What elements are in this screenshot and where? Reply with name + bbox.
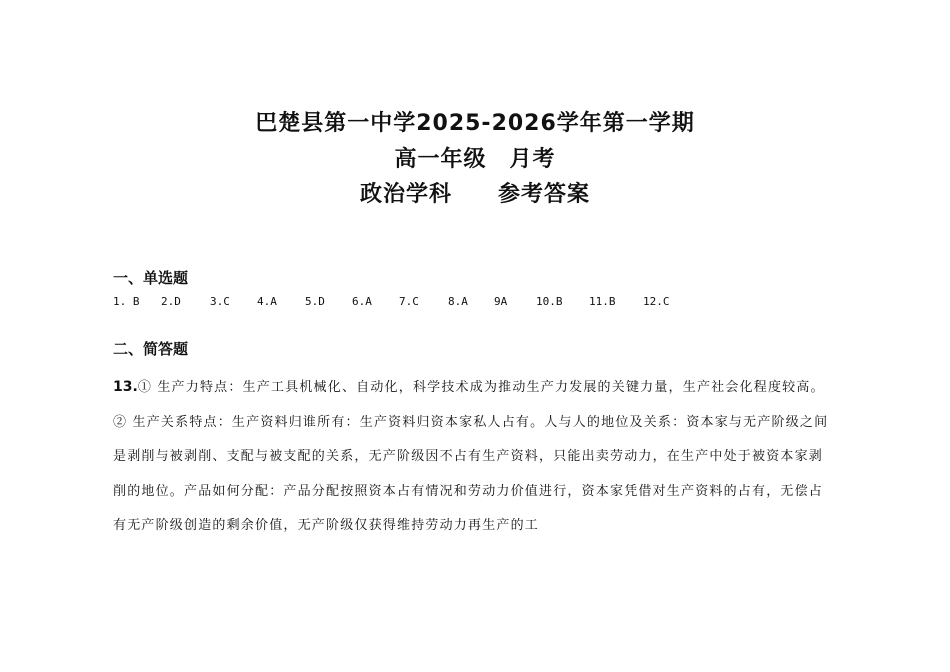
q13-paragraph-relations: ② 生产关系特点：生产资料归谁所有：生产资料归资本家私人占有。人与人的地位及关系：资本家与无产阶级之间是剥削与被剥削、支配与被支配的关系，无产阶级因不占有生产资料，只能出卖劳动力，在生产中处于被资本家剥削的地位。产品如何分配：产品分配按照资本占有情况和劳动力价值进行，资本家凭借对生产资料的占有，无偿占有无产阶级创造的剩余价值，无产阶级仅获得维持劳动力再生产的工 bbox=[113, 414, 829, 533]
section-heading-short-answer: 二、简答题 bbox=[113, 340, 189, 358]
answer-item: 9A bbox=[494, 295, 508, 308]
answer-item: 1. B bbox=[113, 295, 140, 308]
q13-para1-text: ① 生产力特点：生产工具机械化、自动化，科学技术成为推动生产力发展的关键力量，生产社会化程度较高。 bbox=[137, 380, 825, 395]
answer-item: 3.C bbox=[210, 295, 230, 308]
answer-item: 2.D bbox=[161, 295, 181, 308]
section-heading-single-choice: 一、单选题 bbox=[113, 269, 189, 287]
answer-item: 4.A bbox=[257, 295, 277, 308]
document-subtitle-subject: 政治学科 参考答案 bbox=[359, 182, 590, 207]
q13-paragraph-productivity bbox=[113, 370, 837, 406]
answer-item: 6.A bbox=[352, 295, 372, 308]
answer-item: 7.C bbox=[399, 295, 419, 308]
document-subtitle-grade: 高一年级 月考 bbox=[394, 147, 556, 172]
document-title: 巴楚县第一中学2025-2026学年第一学期 bbox=[255, 111, 695, 136]
answer-item: 5.D bbox=[305, 295, 325, 308]
question-number: 13. bbox=[113, 379, 138, 395]
question-13-answer bbox=[113, 370, 837, 544]
answer-item: 10.B bbox=[536, 295, 563, 308]
answer-item: 11.B bbox=[589, 295, 616, 308]
answer-item: 12.C bbox=[643, 295, 670, 308]
answer-item: 8.A bbox=[448, 295, 468, 308]
